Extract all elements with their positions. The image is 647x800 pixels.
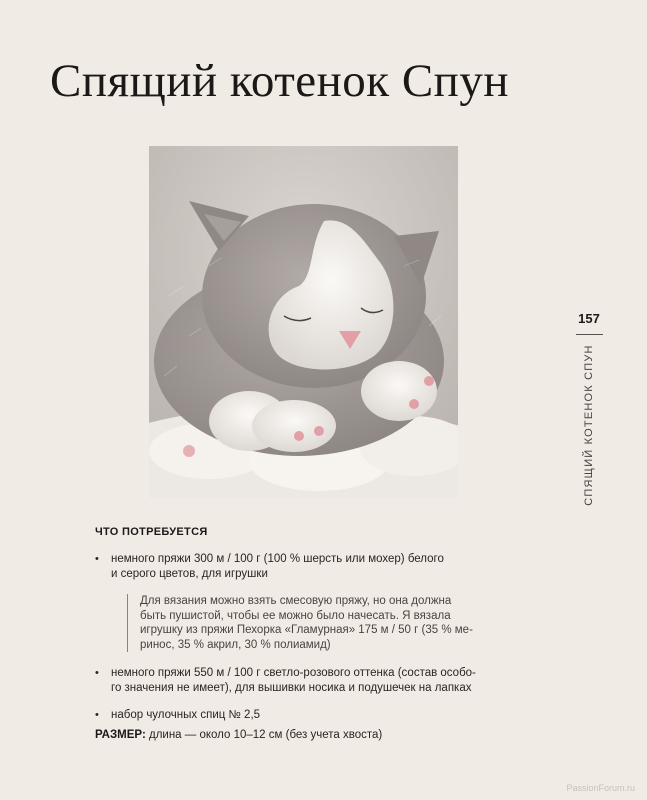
materials-item-yarn [95, 552, 535, 582]
yarn-note-line: Для вязания можно взять смесовую пряжу, но она должна [140, 595, 452, 607]
materials-item-text: и серого цветов, для игрушки [111, 568, 268, 580]
yarn-note-line: быть пушистой, чтобы ее можно было начесать. Я вязала [140, 609, 451, 622]
bullet-icon: • [95, 553, 99, 565]
bullet-icon: • [95, 667, 99, 679]
bullet-icon: • [95, 709, 99, 721]
materials-item-text: набор чулочных спиц № 2,5 [111, 709, 261, 721]
page-number-rule [576, 334, 603, 335]
running-head: СПЯЩИЙ КОТЕНОК СПУН [583, 344, 595, 506]
size-label: РАЗМЕР: [95, 729, 146, 741]
materials-item-text: го значения не имеет), для вышивки носика и подушечек на лапках [111, 682, 472, 694]
materials-item-needles [95, 708, 535, 723]
watermark: PassionForum.ru [566, 783, 635, 793]
kitten-photo [149, 146, 458, 498]
yarn-note-line: ринос, 35 % акрил, 30 % полиамид) [140, 638, 331, 651]
size-value: длина — около 10–12 см (без учета хвоста) [148, 729, 383, 741]
knitted-kitten-illustration [149, 146, 458, 498]
yarn-note [127, 594, 535, 652]
page-title: Спящий котенок Спун [50, 55, 509, 107]
materials-list [95, 552, 535, 723]
page-number: 157 [578, 311, 600, 326]
materials-item-pink-yarn [95, 666, 535, 696]
size-line [95, 729, 382, 741]
materials-item-text: немного пряжи 550 м / 100 г светло-розового оттенка (состав особо- [111, 667, 476, 679]
materials-item-text: немного пряжи 300 м / 100 г (100 % шерсть или мохер) белого [111, 553, 444, 565]
materials-heading: ЧТО ПОТРЕБУЕТСЯ [95, 526, 208, 538]
yarn-note-line: игрушку из пряжи Пехорка «Гламурная» 175 м / 50 г (35 % ме- [140, 624, 473, 636]
